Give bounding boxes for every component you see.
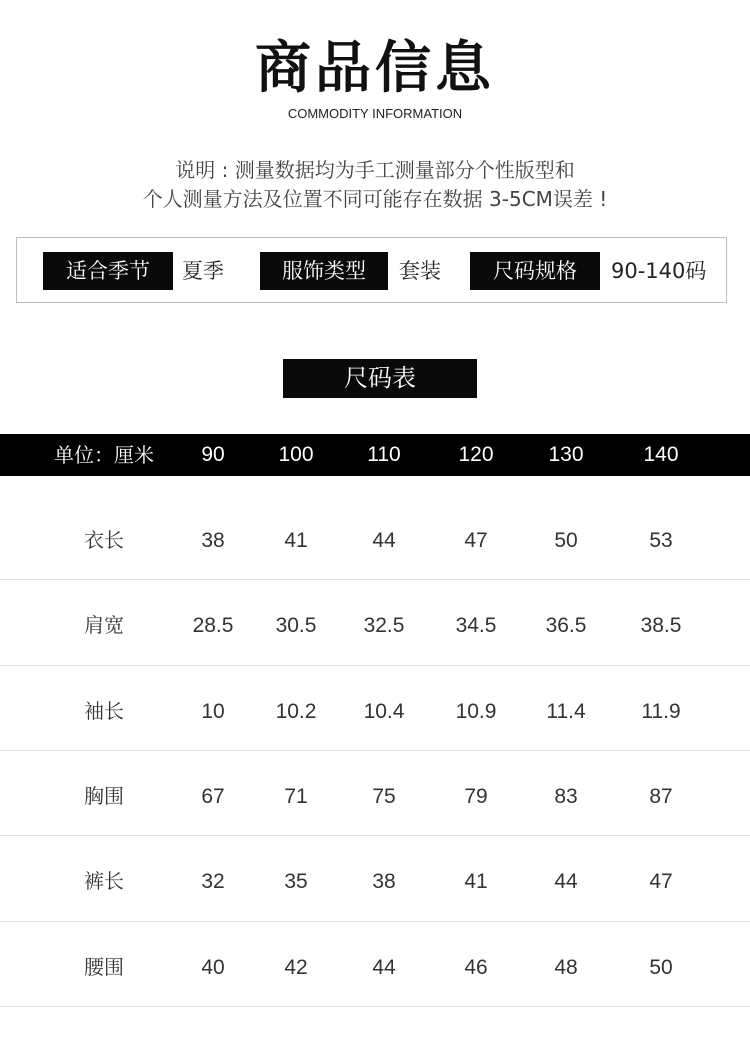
size-table-header <box>0 434 750 476</box>
table-cell: 46 <box>464 955 488 979</box>
row-divider <box>0 665 750 666</box>
table-row <box>0 669 750 754</box>
note-line-2: 个人测量方法及位置不同可能存在数据 3-5CM误差 ! <box>142 187 608 211</box>
row-divider <box>0 921 750 922</box>
table-cell: 36.5 <box>545 614 587 638</box>
table-cell: 47 <box>464 529 488 552</box>
table-cell: 10 <box>201 699 225 723</box>
table-cell: 38 <box>372 870 396 894</box>
table-cell: 87 <box>649 784 673 808</box>
size-chart-title: 尺码表 <box>283 359 477 398</box>
row-divider <box>0 579 750 580</box>
table-cell: 11.4 <box>546 699 586 723</box>
table-cell: 79 <box>464 784 488 808</box>
table-row <box>0 839 750 924</box>
table-cell: 44 <box>554 870 578 894</box>
size-header: 120 <box>458 443 494 466</box>
table-cell: 41 <box>464 870 488 894</box>
table-cell: 28.5 <box>192 614 234 638</box>
table-cell: 48 <box>554 955 578 979</box>
size-header: 90 <box>201 443 225 466</box>
table-cell: 40 <box>201 955 225 979</box>
table-cell: 41 <box>284 529 308 552</box>
season-label: 适合季节 <box>43 252 173 290</box>
table-cell: 38 <box>201 529 225 552</box>
page-title: 商品信息 <box>255 36 495 101</box>
table-row <box>0 498 750 583</box>
table-cell: 71 <box>284 784 308 808</box>
row-label: 袖长 <box>84 698 124 723</box>
row-label: 肩宽 <box>84 613 124 638</box>
size-label: 尺码规格 <box>470 252 600 290</box>
row-label: 胸围 <box>84 783 124 808</box>
type-value: 套装 <box>399 259 441 283</box>
table-cell: 42 <box>284 955 308 979</box>
row-divider <box>0 750 750 751</box>
table-cell: 75 <box>372 784 396 808</box>
table-cell: 11.9 <box>641 699 681 723</box>
table-cell: 10.2 <box>275 699 317 723</box>
row-label: 衣长 <box>84 528 124 552</box>
page-subtitle: COMMODITY INFORMATION <box>287 106 463 121</box>
product-info-box <box>16 237 727 303</box>
table-cell: 44 <box>372 529 396 552</box>
table-cell: 32.5 <box>363 614 405 638</box>
table-cell: 50 <box>554 529 578 552</box>
row-divider <box>0 835 750 836</box>
size-header: 110 <box>367 443 401 466</box>
table-row <box>0 925 750 1010</box>
measurement-note <box>0 156 750 214</box>
table-cell: 67 <box>201 784 225 808</box>
table-cell: 53 <box>649 529 673 552</box>
size-header: 100 <box>278 443 314 466</box>
table-cell: 10.9 <box>455 699 497 723</box>
table-cell: 50 <box>649 955 673 979</box>
table-cell: 83 <box>554 784 578 808</box>
size-value: 90-140码 <box>611 259 707 283</box>
row-divider <box>0 1006 750 1007</box>
unit-label: 单位：厘米 <box>54 443 154 467</box>
table-row <box>0 754 750 839</box>
table-cell: 35 <box>284 870 308 894</box>
type-label: 服饰类型 <box>260 252 388 290</box>
size-header: 130 <box>548 443 584 466</box>
row-label: 裤长 <box>84 869 124 894</box>
table-cell: 32 <box>201 870 225 894</box>
row-label: 腰围 <box>84 954 124 979</box>
table-cell: 10.4 <box>363 699 405 723</box>
table-cell: 30.5 <box>275 614 317 638</box>
table-cell: 47 <box>649 870 673 894</box>
table-cell: 44 <box>372 955 396 979</box>
table-cell: 34.5 <box>455 614 497 638</box>
season-value: 夏季 <box>182 259 224 283</box>
table-cell: 38.5 <box>640 614 682 638</box>
size-header: 140 <box>643 443 679 466</box>
note-line-1: 说明 : 测量数据均为手工测量部分个性版型和 <box>175 158 575 182</box>
table-row <box>0 583 750 668</box>
